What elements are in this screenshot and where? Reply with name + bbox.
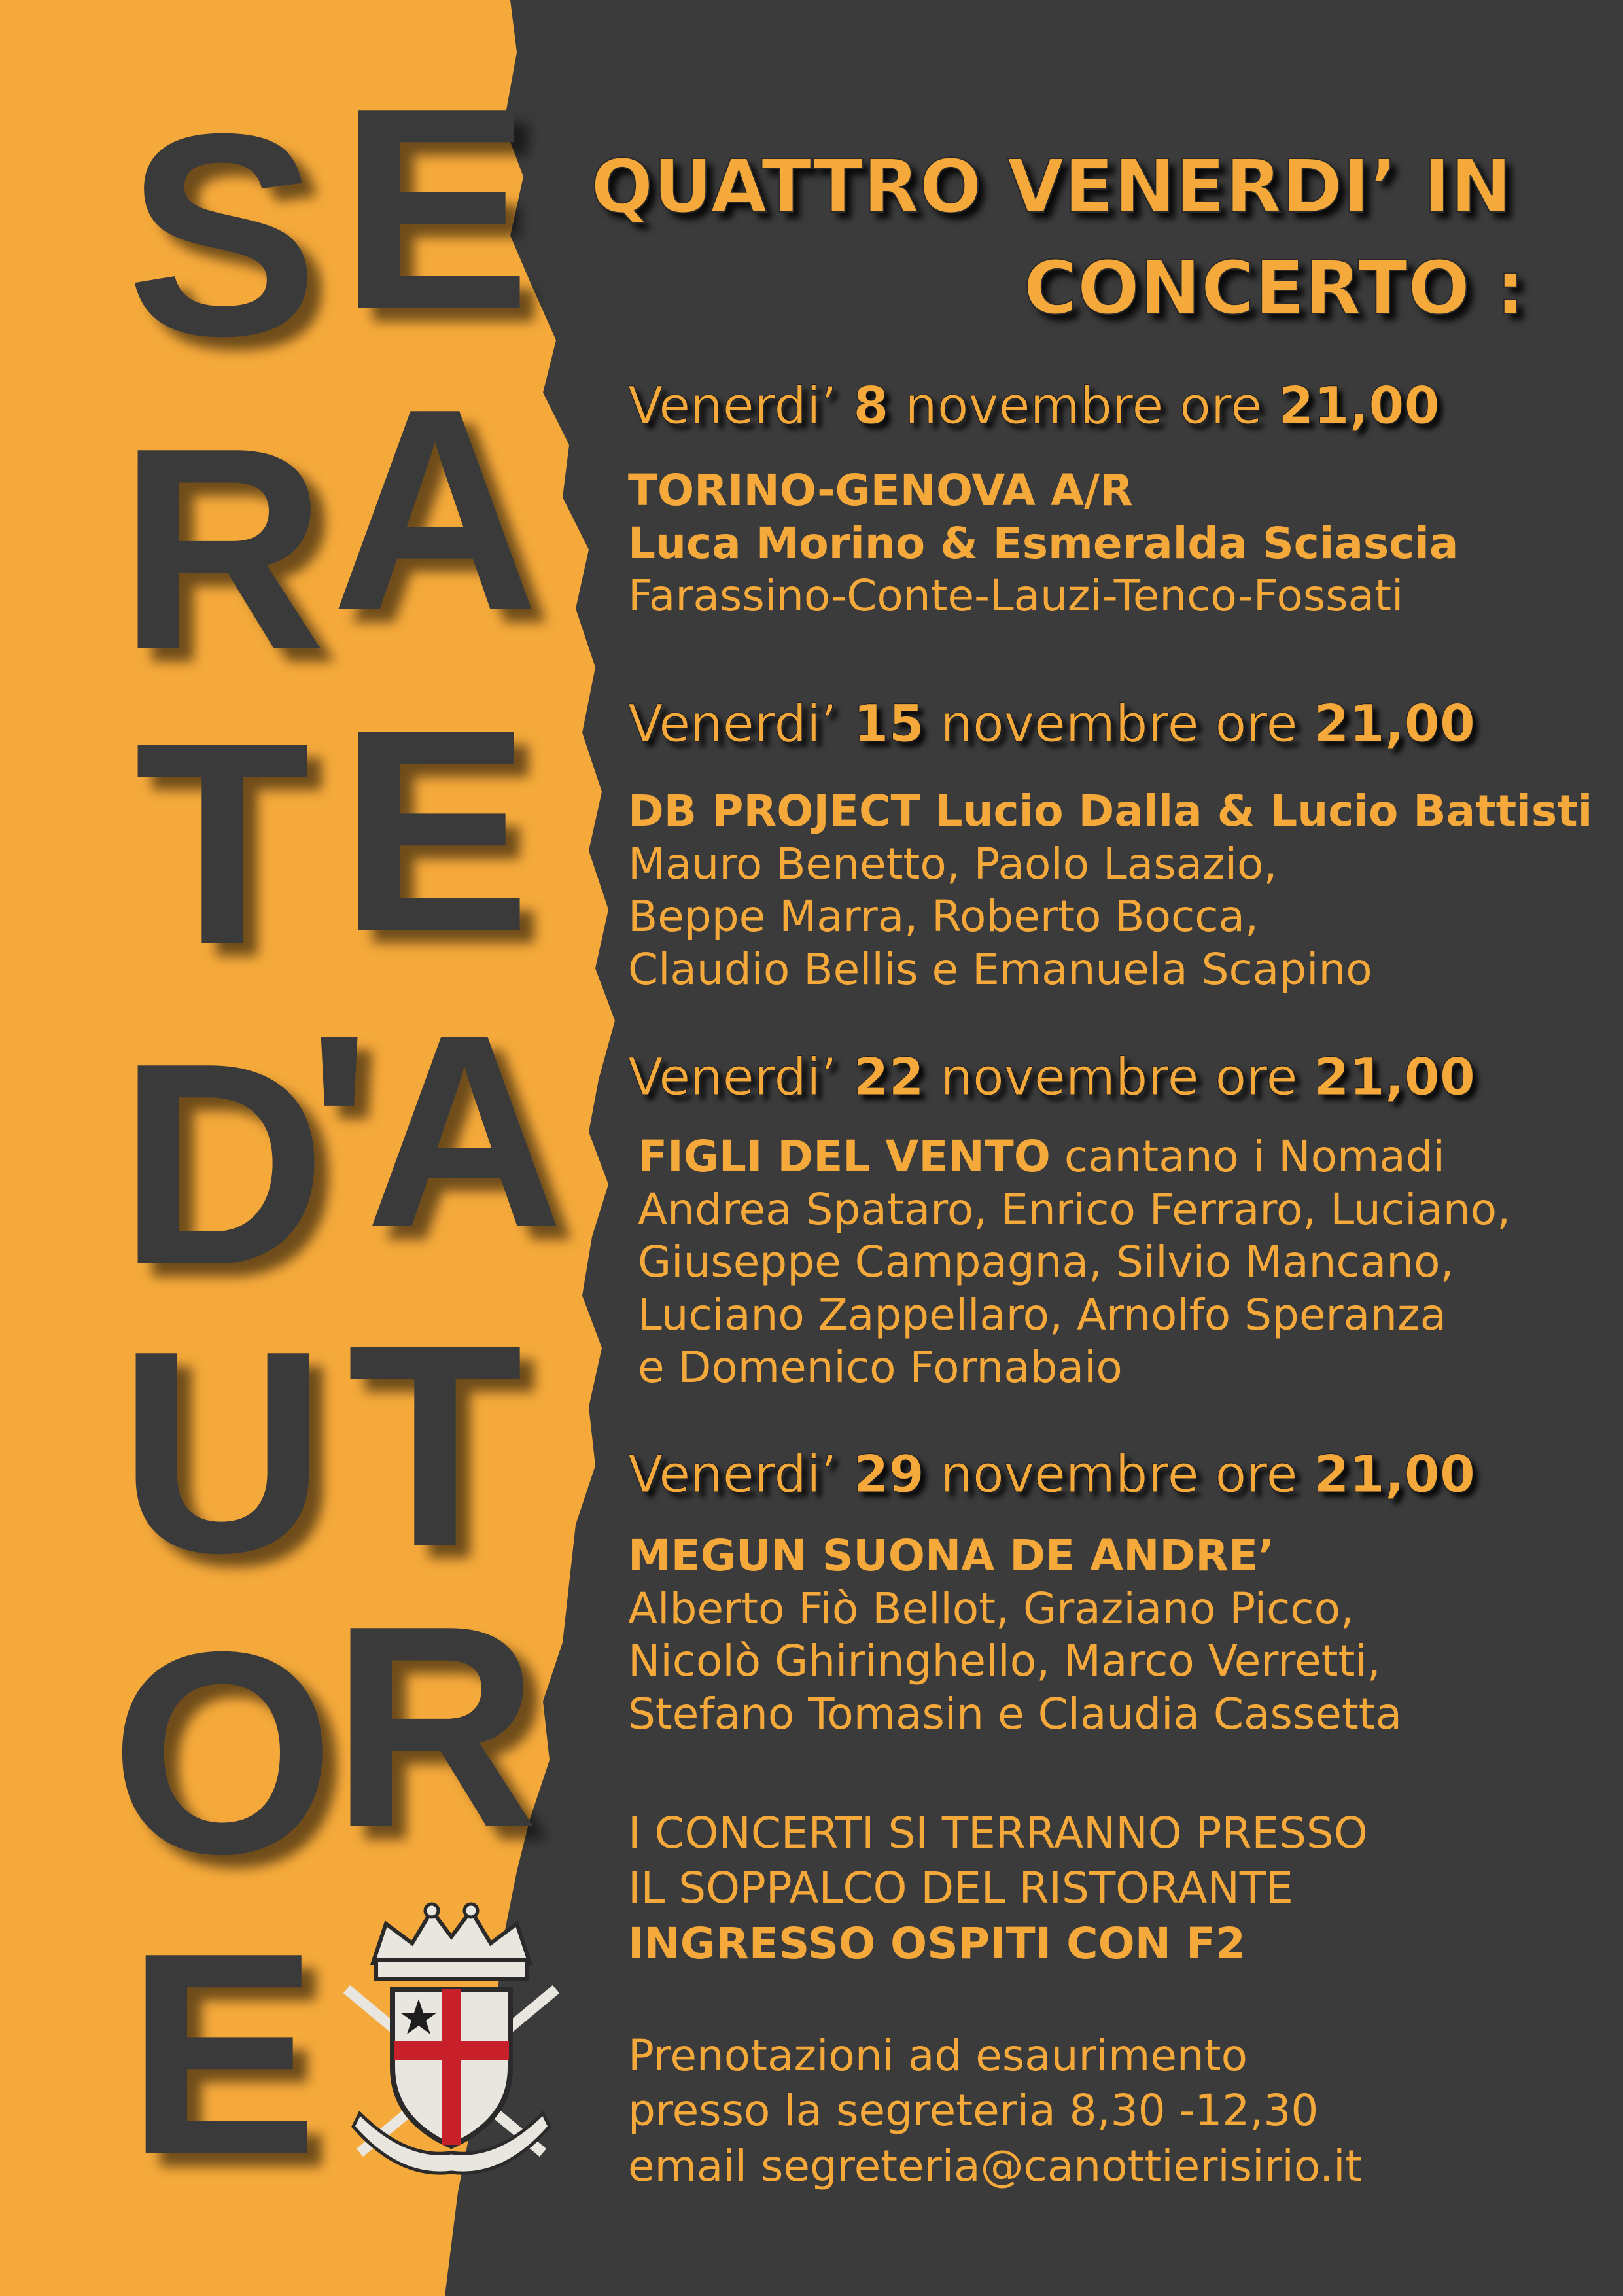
event-line: e Domenico Fornabaio bbox=[638, 1342, 1123, 1393]
title-letter: R bbox=[331, 1566, 532, 1888]
event-performers: Luca Morino & Esmeralda Sciascia bbox=[628, 518, 1459, 569]
event-details bbox=[628, 1530, 1402, 1740]
event-date: Venerdi’ 29 novembre ore 21,00 bbox=[628, 1445, 1476, 1504]
crest-icon bbox=[321, 1884, 582, 2185]
venue-info bbox=[628, 1806, 1368, 1971]
title-letter: E bbox=[339, 48, 525, 370]
event-line: Claudio Bellis e Emanuela Scapino bbox=[628, 944, 1372, 995]
event-date: Venerdi’ 15 novembre ore 21,00 bbox=[628, 695, 1476, 754]
event-details bbox=[628, 465, 1458, 623]
headline-line2: CONCERTO : bbox=[1023, 246, 1525, 331]
title-letter: E bbox=[339, 670, 525, 991]
event-subtitle: cantano i Nomadi bbox=[1050, 1131, 1445, 1182]
event-line: Beppe Marra, Roberto Bocca, bbox=[628, 891, 1259, 942]
info-line: IL SOPPALCO DEL RISTORANTE bbox=[628, 1863, 1293, 1914]
title-letter: S bbox=[126, 75, 312, 396]
title-letter: R bbox=[118, 389, 320, 710]
booking-info bbox=[628, 2028, 1362, 2194]
event-title: FIGLI DEL VENTO bbox=[638, 1131, 1051, 1182]
event-title: TORINO-GENOVA A/R bbox=[628, 465, 1133, 516]
event-details bbox=[628, 785, 1592, 996]
title-letter: A bbox=[331, 349, 532, 671]
title-letter: D bbox=[118, 1004, 320, 1325]
event-line: Stefano Tomasin e Claudia Cassetta bbox=[628, 1688, 1403, 1739]
event-details bbox=[638, 1131, 1510, 1394]
event-line: Farassino-Conte-Lauzi-Tenco-Fossati bbox=[628, 571, 1404, 622]
title-letter: T bbox=[134, 683, 304, 1004]
event-date: Venerdi’ 22 novembre ore 21,00 bbox=[628, 1048, 1476, 1107]
event-line: Mauro Benetto, Paolo Lasazio, bbox=[628, 838, 1278, 889]
info-line-bold: INGRESSO OSPITI CON F2 bbox=[628, 1918, 1246, 1969]
booking-line: presso la segreteria 8,30 -12,30 bbox=[628, 2085, 1319, 2136]
headline-line1: QUATTRO VENERDI’ IN bbox=[591, 145, 1512, 230]
title-letter: E bbox=[126, 1894, 312, 2215]
event-line: Andrea Spataro, Enrico Ferraro, Luciano, bbox=[638, 1184, 1511, 1235]
booking-email: email segreteria@canottierisirio.it bbox=[628, 2140, 1363, 2191]
event-line: Giuseppe Campagna, Silvio Mancano, bbox=[638, 1237, 1454, 1288]
event-line: Luciano Zappellaro, Arnolfo Speranza bbox=[638, 1289, 1447, 1340]
event-title: MEGUN SUONA DE ANDRE’ bbox=[628, 1530, 1275, 1581]
event-line: Nicolò Ghiringhello, Marco Verretti, bbox=[628, 1636, 1381, 1687]
title-letter: O bbox=[110, 1593, 328, 1914]
event-title: DB PROJECT Lucio Dalla & Lucio Battisti bbox=[628, 786, 1593, 836]
title-letter: T bbox=[347, 1285, 517, 1606]
event-date: Venerdi’ 8 novembre ore 21,00 bbox=[628, 377, 1440, 436]
title-letter: 'A bbox=[306, 978, 557, 1285]
booking-line: Prenotazioni ad esaurimento bbox=[628, 2030, 1248, 2081]
title-letter: U bbox=[118, 1292, 320, 1613]
info-line: I CONCERTI SI TERRANNO PRESSO bbox=[628, 1808, 1368, 1858]
event-line: Alberto Fiò Bellot, Graziano Picco, bbox=[628, 1583, 1354, 1634]
